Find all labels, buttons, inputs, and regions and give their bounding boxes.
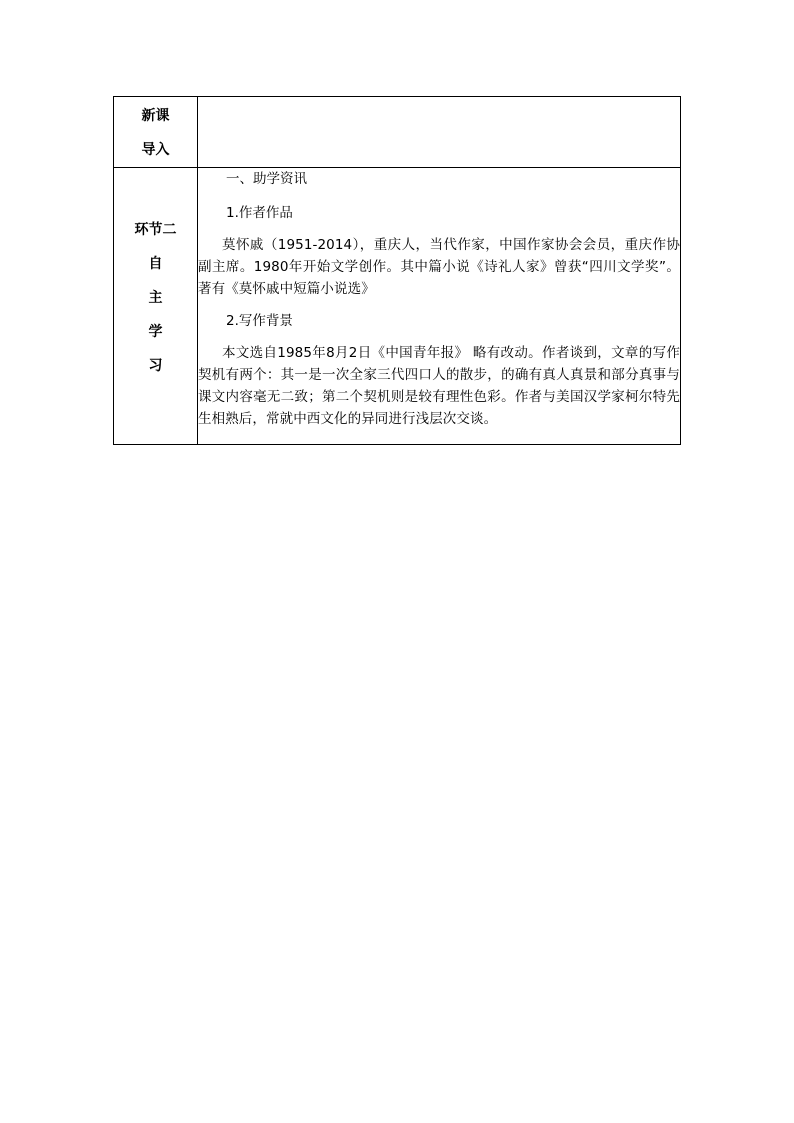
intro-label [114, 97, 197, 167]
study-label-cell [114, 168, 198, 445]
study-label-line: 学 [148, 324, 163, 340]
table-row-intro [114, 97, 681, 168]
intro-label-line: 新课 [141, 108, 170, 124]
study-label-line: 主 [148, 290, 163, 306]
study-label [114, 168, 197, 383]
study-label-line: 自 [148, 256, 163, 272]
study-label-line: 习 [148, 358, 163, 374]
background-paragraph: 本文选自1985年8月2日《中国青年报》 略有改动。作者谈到，文章的写作契机有两个：其一是一次全家三代四口人的散步，的确有真人真景和部分真事与课文内容毫无二致；第二个契机则是较有理性色彩。作者与美国汉学家柯尔特先生相熟后，常就中西文化的异同进行浅层次交谈。 [198, 345, 680, 427]
background-heading: 2.写作背景 [226, 313, 293, 329]
author-heading: 1.作者作品 [226, 205, 293, 221]
lesson-plan-table [113, 96, 681, 445]
table-row-self-study [114, 168, 681, 445]
study-label-line: 环节二 [134, 222, 177, 238]
intro-label-line: 导入 [141, 142, 170, 158]
study-content-cell [198, 168, 681, 445]
author-paragraph: 莫怀戚（1951-2014），重庆人，当代作家，中国作家协会会员，重庆作协副主席。1980年开始文学创作。其中篇小说《诗礼人家》曾获“四川文学奖”。著有《莫怀戚中短篇小说选》 [198, 237, 680, 297]
intro-content-cell [198, 97, 681, 168]
intro-label-cell [114, 97, 198, 168]
section-heading: 一、助学资讯 [226, 171, 307, 187]
